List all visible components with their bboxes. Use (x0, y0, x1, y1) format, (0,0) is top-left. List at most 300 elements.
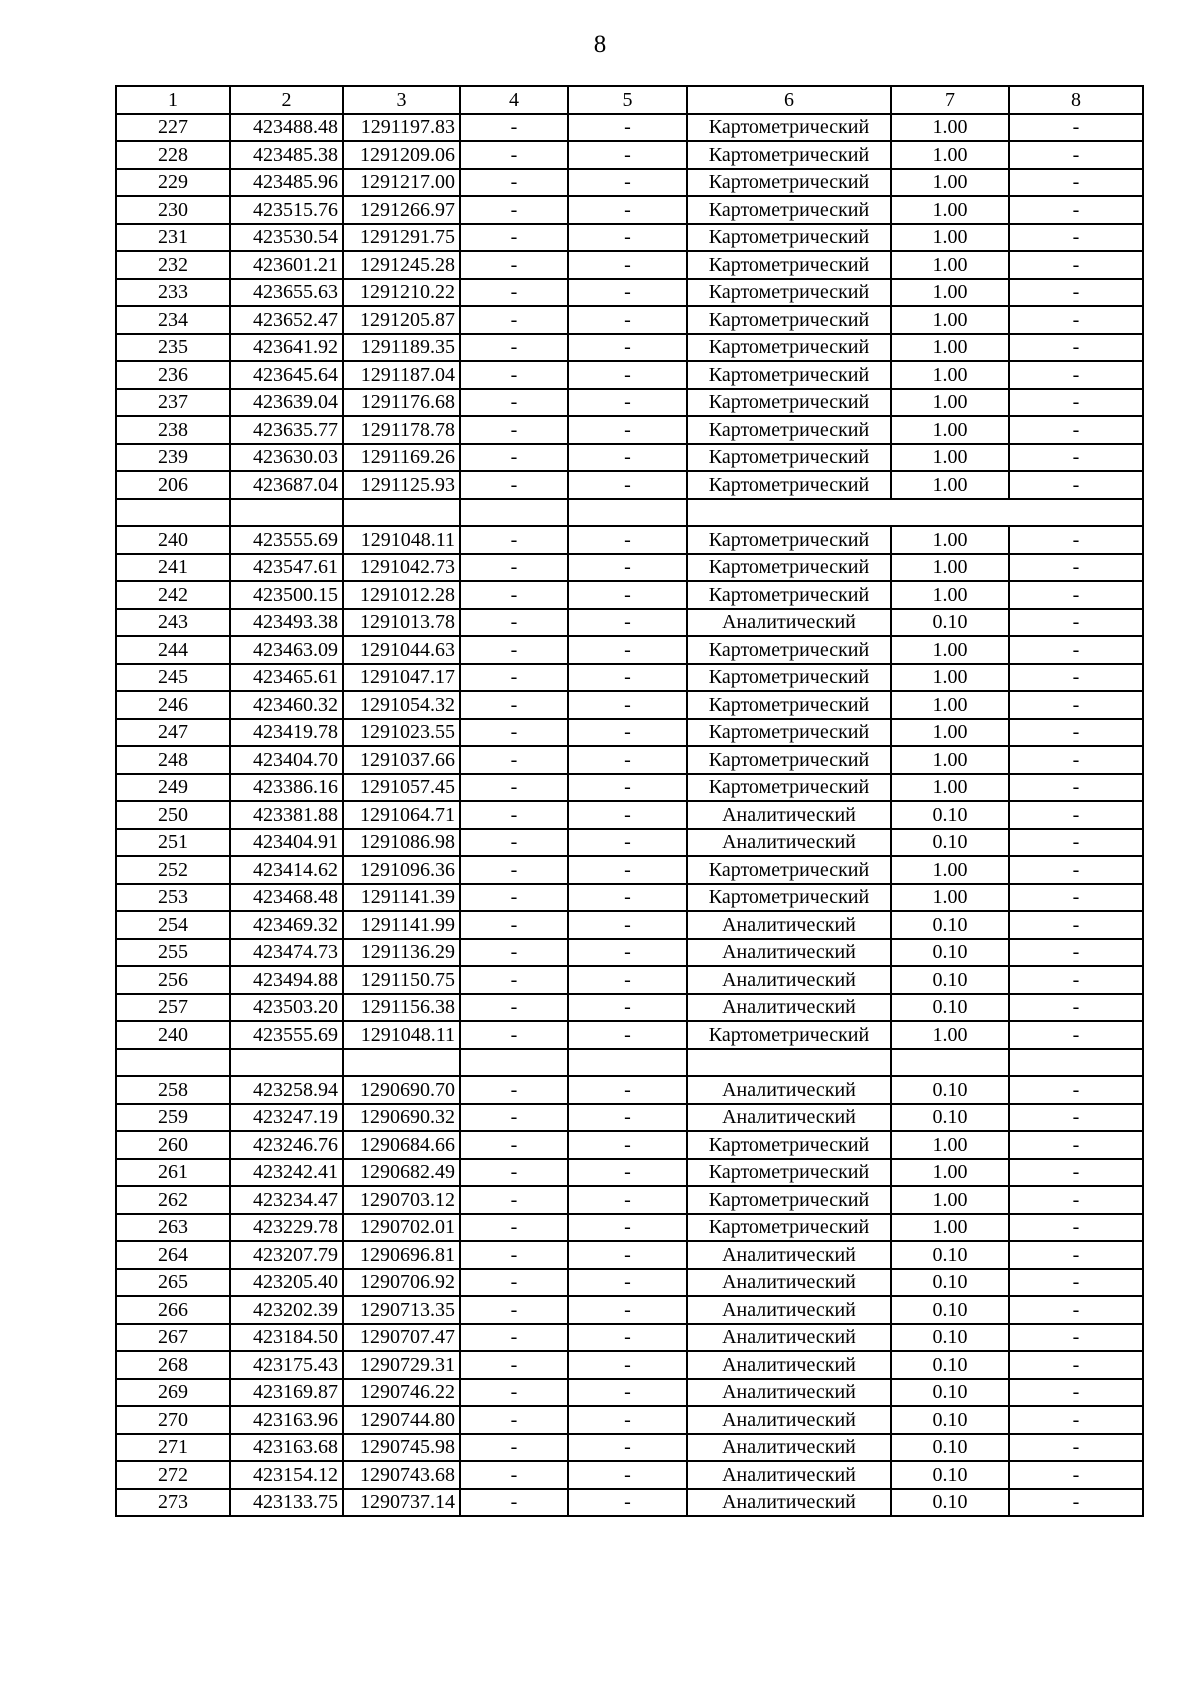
table-cell: - (460, 719, 568, 747)
table-row (116, 471, 1143, 499)
table-cell: 1.00 (891, 361, 1009, 389)
table-cell: 1290729.31 (343, 1351, 460, 1379)
table-cell: 235 (116, 334, 230, 362)
column-header: 5 (568, 86, 687, 114)
table-cell: - (1009, 224, 1143, 252)
table-cell: 423207.79 (230, 1241, 343, 1269)
table-cell: - (568, 251, 687, 279)
table-cell: 257 (116, 994, 230, 1022)
table-cell: 240 (116, 1021, 230, 1049)
table-cell: 1.00 (891, 169, 1009, 197)
table-cell: 233 (116, 279, 230, 307)
table-cell: 264 (116, 1241, 230, 1269)
table-body (116, 114, 1143, 1517)
table-cell: 0.10 (891, 966, 1009, 994)
table-cell: 1.00 (891, 306, 1009, 334)
table-cell: 1.00 (891, 1159, 1009, 1187)
table-cell: 423242.41 (230, 1159, 343, 1187)
table-cell: - (460, 1406, 568, 1434)
table-cell: 0.10 (891, 1076, 1009, 1104)
table-cell: 1290743.68 (343, 1461, 460, 1489)
table-row (116, 416, 1143, 444)
table-cell: - (460, 609, 568, 637)
table-cell: 1290707.47 (343, 1324, 460, 1352)
table-cell: Картометрический (687, 224, 891, 252)
table-cell: 1291209.06 (343, 141, 460, 169)
table-cell: 423163.68 (230, 1434, 343, 1462)
column-header: 2 (230, 86, 343, 114)
table-row (116, 774, 1143, 802)
table-cell: - (1009, 884, 1143, 912)
table-row (116, 1379, 1143, 1407)
table-cell: - (568, 224, 687, 252)
empty-cell (568, 1049, 687, 1077)
table-cell: 1291096.36 (343, 856, 460, 884)
table-cell: 423154.12 (230, 1461, 343, 1489)
column-header: 1 (116, 86, 230, 114)
table-cell: - (460, 1489, 568, 1517)
table-cell: 1290690.70 (343, 1076, 460, 1104)
table-cell: 423246.76 (230, 1131, 343, 1159)
table-row (116, 1406, 1143, 1434)
table-cell: 1291037.66 (343, 746, 460, 774)
empty-cell (568, 499, 687, 527)
table-cell: 238 (116, 416, 230, 444)
table-cell: 1291048.11 (343, 1021, 460, 1049)
table-cell: 234 (116, 306, 230, 334)
table-cell: - (568, 279, 687, 307)
table-cell: Картометрический (687, 1131, 891, 1159)
table-cell: 1291064.71 (343, 801, 460, 829)
table-cell: - (460, 196, 568, 224)
table-cell: - (568, 1076, 687, 1104)
table-cell: - (1009, 1296, 1143, 1324)
table-cell: - (460, 774, 568, 802)
table-header-row (116, 86, 1143, 114)
table-cell: 1291187.04 (343, 361, 460, 389)
table-cell: Аналитический (687, 1406, 891, 1434)
table-cell: - (1009, 471, 1143, 499)
table-row (116, 196, 1143, 224)
table-cell: - (568, 966, 687, 994)
table-cell: 1.00 (891, 471, 1009, 499)
table-cell: Картометрический (687, 884, 891, 912)
empty-cell (687, 499, 1143, 527)
table-cell: - (460, 1461, 568, 1489)
empty-cell (230, 1049, 343, 1077)
table-cell: - (1009, 1076, 1143, 1104)
table-cell: Аналитический (687, 1379, 891, 1407)
table-cell: - (1009, 1214, 1143, 1242)
table-cell: - (568, 774, 687, 802)
table-cell: 423555.69 (230, 1021, 343, 1049)
table-cell: - (460, 251, 568, 279)
table-cell: 1291023.55 (343, 719, 460, 747)
table-cell: 423258.94 (230, 1076, 343, 1104)
table-cell: 0.10 (891, 1351, 1009, 1379)
table-cell: 423229.78 (230, 1214, 343, 1242)
empty-cell (460, 499, 568, 527)
table-cell: 423184.50 (230, 1324, 343, 1352)
table-cell: 1291086.98 (343, 829, 460, 857)
table-cell: 423381.88 (230, 801, 343, 829)
table-cell: - (460, 141, 568, 169)
table-cell: 228 (116, 141, 230, 169)
table-cell: 0.10 (891, 1461, 1009, 1489)
table-cell: 423474.73 (230, 939, 343, 967)
table-row (116, 1489, 1143, 1517)
table-cell: - (568, 911, 687, 939)
table-cell: - (568, 141, 687, 169)
table-cell: - (1009, 444, 1143, 472)
table-cell: 0.10 (891, 1406, 1009, 1434)
table-cell: 236 (116, 361, 230, 389)
table-cell: Аналитический (687, 1461, 891, 1489)
table-cell: - (568, 306, 687, 334)
table-cell: 423205.40 (230, 1269, 343, 1297)
table-cell: Картометрический (687, 416, 891, 444)
table-cell: 231 (116, 224, 230, 252)
table-cell: - (460, 939, 568, 967)
table-cell: Картометрический (687, 581, 891, 609)
table-row (116, 1296, 1143, 1324)
table-cell: 0.10 (891, 994, 1009, 1022)
table-cell: - (1009, 966, 1143, 994)
table-cell: 423488.48 (230, 114, 343, 142)
table-cell: 423547.61 (230, 554, 343, 582)
table-cell: 1290696.81 (343, 1241, 460, 1269)
table-cell: 423234.47 (230, 1186, 343, 1214)
table-cell: Аналитический (687, 1104, 891, 1132)
table-cell: 1290684.66 (343, 1131, 460, 1159)
table-cell: - (1009, 141, 1143, 169)
table-cell: - (1009, 1351, 1143, 1379)
table-cell: - (1009, 416, 1143, 444)
table-cell: - (568, 994, 687, 1022)
empty-cell (687, 1049, 891, 1077)
table-cell: Картометрический (687, 114, 891, 142)
table-cell: - (568, 1131, 687, 1159)
table-cell: Картометрический (687, 1214, 891, 1242)
table-cell: - (460, 554, 568, 582)
table-cell: - (568, 746, 687, 774)
table-cell: - (568, 1269, 687, 1297)
table-cell: 1290746.22 (343, 1379, 460, 1407)
table-cell: - (568, 1241, 687, 1269)
table-cell: - (460, 1241, 568, 1269)
table-cell: 239 (116, 444, 230, 472)
empty-cell (230, 499, 343, 527)
table-cell: 260 (116, 1131, 230, 1159)
table-cell: 0.10 (891, 829, 1009, 857)
table-cell: - (568, 1434, 687, 1462)
table-cell: 227 (116, 114, 230, 142)
table-cell: - (460, 1186, 568, 1214)
table-cell: 247 (116, 719, 230, 747)
table-cell: 423687.04 (230, 471, 343, 499)
table-cell: 246 (116, 691, 230, 719)
table-cell: 1290745.98 (343, 1434, 460, 1462)
table-cell: 0.10 (891, 1434, 1009, 1462)
table-cell: - (1009, 636, 1143, 664)
table-cell: 423530.54 (230, 224, 343, 252)
table-cell: Аналитический (687, 966, 891, 994)
table-cell: 1291156.38 (343, 994, 460, 1022)
table-cell: - (1009, 911, 1143, 939)
table-cell: - (568, 1186, 687, 1214)
table-cell: - (568, 471, 687, 499)
table-cell: - (460, 334, 568, 362)
table-cell: 0.10 (891, 1296, 1009, 1324)
table-cell: 1.00 (891, 1214, 1009, 1242)
table-cell: Аналитический (687, 801, 891, 829)
table-cell: - (568, 169, 687, 197)
table-row (116, 114, 1143, 142)
table-cell: - (460, 114, 568, 142)
table-cell: 1291136.29 (343, 939, 460, 967)
table-cell: - (568, 1351, 687, 1379)
table-cell: 0.10 (891, 939, 1009, 967)
table-cell: 251 (116, 829, 230, 857)
table-cell: - (1009, 1159, 1143, 1187)
table-cell: - (460, 1434, 568, 1462)
empty-cell (891, 1049, 1009, 1077)
table-cell: Картометрический (687, 719, 891, 747)
table-row (116, 581, 1143, 609)
table-cell: 263 (116, 1214, 230, 1242)
column-header: 7 (891, 86, 1009, 114)
table-cell: - (460, 444, 568, 472)
table-cell: - (568, 1296, 687, 1324)
table-cell: 423465.61 (230, 664, 343, 692)
table-cell: - (568, 609, 687, 637)
table-cell: 1.00 (891, 141, 1009, 169)
table-cell: Картометрический (687, 306, 891, 334)
table-cell: 0.10 (891, 1104, 1009, 1132)
separator-row (116, 499, 1143, 527)
table-cell: 1291266.97 (343, 196, 460, 224)
table-cell: 423468.48 (230, 884, 343, 912)
table-cell: - (460, 526, 568, 554)
table-cell: 0.10 (891, 609, 1009, 637)
table-cell: 259 (116, 1104, 230, 1132)
table-cell: Аналитический (687, 1296, 891, 1324)
table-cell: 254 (116, 911, 230, 939)
table-row (116, 1159, 1143, 1187)
table-row (116, 609, 1143, 637)
table-cell: - (568, 114, 687, 142)
table-row (116, 966, 1143, 994)
page-number: 8 (593, 31, 607, 58)
table-cell: 229 (116, 169, 230, 197)
table-cell: 1.00 (891, 114, 1009, 142)
table-row (116, 224, 1143, 252)
table-cell: - (568, 1379, 687, 1407)
table-row (116, 884, 1143, 912)
table-cell: 423630.03 (230, 444, 343, 472)
table-cell: - (1009, 801, 1143, 829)
table-cell: - (568, 801, 687, 829)
table-cell: 244 (116, 636, 230, 664)
table-cell: - (1009, 251, 1143, 279)
table-row (116, 1021, 1143, 1049)
table-cell: 269 (116, 1379, 230, 1407)
table-cell: 1291178.78 (343, 416, 460, 444)
table-cell: 423494.88 (230, 966, 343, 994)
table-cell: Картометрический (687, 554, 891, 582)
table-cell: Картометрический (687, 1186, 891, 1214)
column-header: 3 (343, 86, 460, 114)
table-cell: Аналитический (687, 911, 891, 939)
table-cell: 270 (116, 1406, 230, 1434)
table-cell: 1.00 (891, 526, 1009, 554)
table-cell: Аналитический (687, 1351, 891, 1379)
coordinates-table (115, 85, 1144, 1517)
table-cell: Аналитический (687, 994, 891, 1022)
table-cell: - (460, 1104, 568, 1132)
table-row (116, 1186, 1143, 1214)
table-cell: 266 (116, 1296, 230, 1324)
table-cell: 423175.43 (230, 1351, 343, 1379)
table-cell: - (1009, 196, 1143, 224)
table-row (116, 664, 1143, 692)
table-cell: - (1009, 334, 1143, 362)
table-row (116, 1104, 1143, 1132)
table-cell: - (460, 1214, 568, 1242)
table-cell: 252 (116, 856, 230, 884)
table-cell: 243 (116, 609, 230, 637)
table-row (116, 251, 1143, 279)
table-cell: 0.10 (891, 1324, 1009, 1352)
table-cell: - (1009, 1241, 1143, 1269)
table-cell: 423202.39 (230, 1296, 343, 1324)
table-cell: 1290690.32 (343, 1104, 460, 1132)
table-cell: - (1009, 581, 1143, 609)
table-cell: - (568, 1324, 687, 1352)
table-cell: - (1009, 1489, 1143, 1517)
table-cell: 1.00 (891, 279, 1009, 307)
table-row (116, 141, 1143, 169)
table-cell: Картометрический (687, 361, 891, 389)
table-cell: 1291057.45 (343, 774, 460, 802)
table-cell: - (460, 471, 568, 499)
table-cell: 271 (116, 1434, 230, 1462)
table-cell: 242 (116, 581, 230, 609)
empty-cell (343, 1049, 460, 1077)
table-row (116, 1076, 1143, 1104)
table-row (116, 306, 1143, 334)
table-cell: 0.10 (891, 801, 1009, 829)
table-cell: 1.00 (891, 554, 1009, 582)
separator-row (116, 1049, 1143, 1077)
table-cell: Картометрический (687, 444, 891, 472)
table-cell: 423133.75 (230, 1489, 343, 1517)
table-cell: - (460, 279, 568, 307)
table-cell: 423485.38 (230, 141, 343, 169)
table-cell: 423555.69 (230, 526, 343, 554)
table-cell: Картометрический (687, 691, 891, 719)
table-cell: 1290737.14 (343, 1489, 460, 1517)
table-row (116, 829, 1143, 857)
table-cell: - (568, 361, 687, 389)
table-cell: - (568, 829, 687, 857)
table-cell: 1291197.83 (343, 114, 460, 142)
table-cell: - (460, 911, 568, 939)
table-row (116, 691, 1143, 719)
table-row (116, 1324, 1143, 1352)
table-cell: 273 (116, 1489, 230, 1517)
table-cell: 1291210.22 (343, 279, 460, 307)
table-cell: - (460, 636, 568, 664)
table-cell: 1290744.80 (343, 1406, 460, 1434)
table-cell: Аналитический (687, 1489, 891, 1517)
table-cell: 206 (116, 471, 230, 499)
table-cell: - (568, 554, 687, 582)
table-cell: 423639.04 (230, 389, 343, 417)
table-cell: - (1009, 691, 1143, 719)
table-cell: 423645.64 (230, 361, 343, 389)
table-cell: - (1009, 1131, 1143, 1159)
table-cell: - (460, 1296, 568, 1324)
table-cell: - (460, 169, 568, 197)
table-cell: - (568, 719, 687, 747)
empty-cell (460, 1049, 568, 1077)
table-cell: - (460, 691, 568, 719)
table-cell: 1.00 (891, 1131, 1009, 1159)
table-cell: - (1009, 554, 1143, 582)
table-cell: - (460, 829, 568, 857)
table-cell: 255 (116, 939, 230, 967)
table-cell: 237 (116, 389, 230, 417)
table-cell: - (568, 1461, 687, 1489)
table-cell: 423652.47 (230, 306, 343, 334)
table-cell: - (1009, 664, 1143, 692)
table-cell: - (460, 1131, 568, 1159)
table-cell: - (460, 306, 568, 334)
table-cell: - (1009, 994, 1143, 1022)
table-cell: - (568, 1489, 687, 1517)
table-row (116, 719, 1143, 747)
table-cell: - (460, 224, 568, 252)
table-cell: 1.00 (891, 389, 1009, 417)
table-cell: Картометрический (687, 746, 891, 774)
table-cell: 1290703.12 (343, 1186, 460, 1214)
table-cell: 0.10 (891, 1489, 1009, 1517)
table-row (116, 746, 1143, 774)
table-cell: - (460, 1159, 568, 1187)
table-cell: 423247.19 (230, 1104, 343, 1132)
table-cell: 256 (116, 966, 230, 994)
table-row (116, 1461, 1143, 1489)
table-cell: 1.00 (891, 416, 1009, 444)
table-cell: 423414.62 (230, 856, 343, 884)
table-cell: - (1009, 719, 1143, 747)
table-cell: - (1009, 856, 1143, 884)
table-cell: 232 (116, 251, 230, 279)
table-cell: - (460, 994, 568, 1022)
table-cell: - (460, 1351, 568, 1379)
table-cell: 1291042.73 (343, 554, 460, 582)
table-row (116, 526, 1143, 554)
table-cell: Картометрический (687, 664, 891, 692)
table-cell: - (568, 884, 687, 912)
table-cell: - (1009, 361, 1143, 389)
table-cell: 423463.09 (230, 636, 343, 664)
table-cell: - (1009, 1324, 1143, 1352)
table-row (116, 994, 1143, 1022)
table-cell: 1.00 (891, 196, 1009, 224)
table-cell: Картометрический (687, 471, 891, 499)
